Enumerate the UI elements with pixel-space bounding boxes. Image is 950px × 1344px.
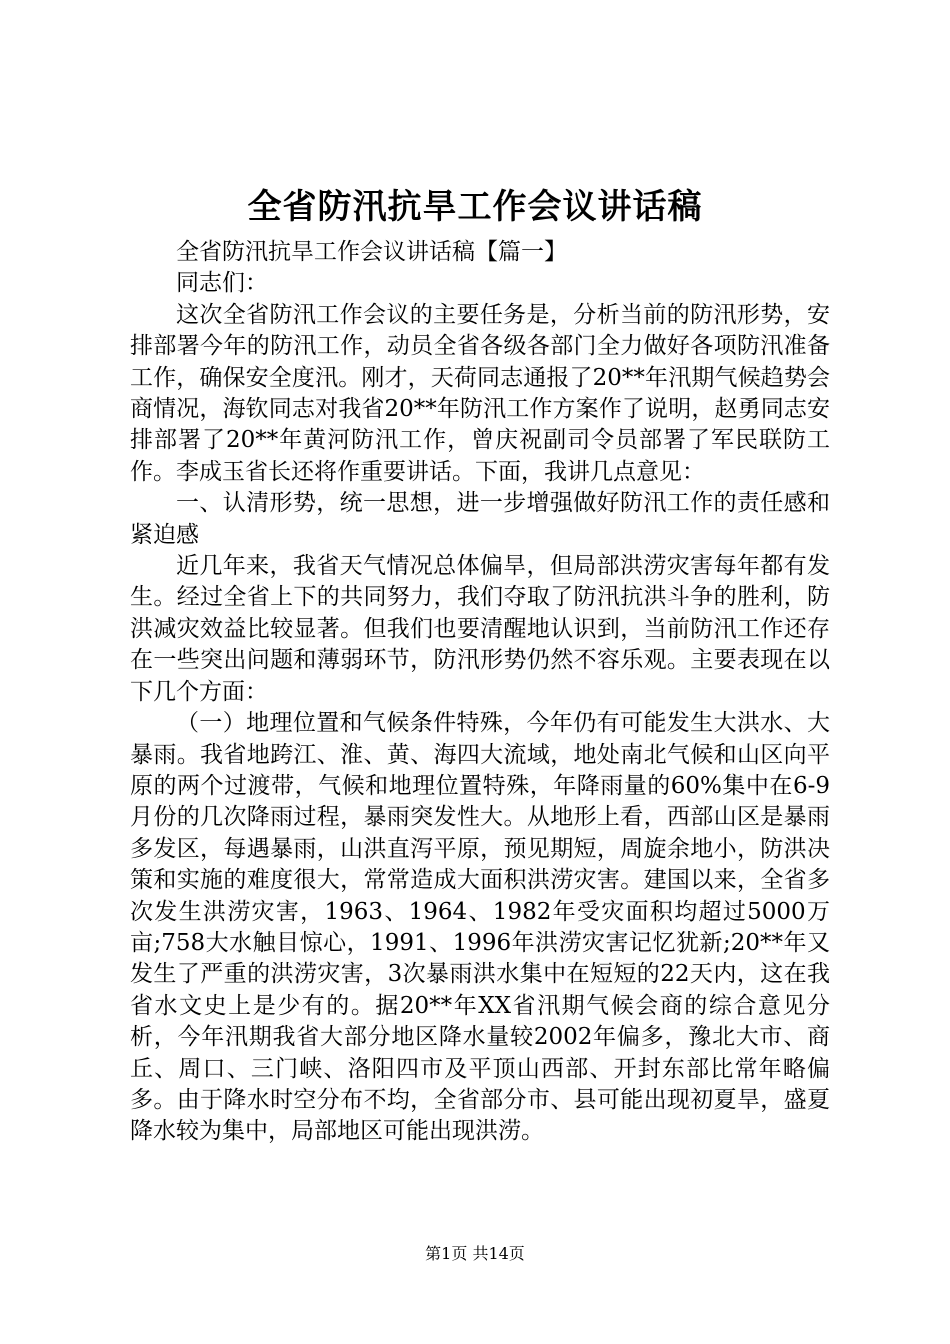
- section-heading: 全省防汛抗旱工作会议讲话稿【篇一】: [176, 239, 567, 265]
- salutation: 同志们：: [176, 270, 268, 297]
- paragraph: 这次全省防汛工作会议的主要任务是，分析当前的防汛形势，安排部署今年的防汛工作，动员全省各级各部门全力做好各项防汛准备工作，确保安全度汛。刚才，天荷同志通报了20**年汛期气候趋势会商情况，海钦同志对我省20**年防汛工作方案作了说明，赵勇同志安排部署了20**年黄河防汛工作，曾庆祝副司令员部署了军民联防工作。李成玉省长还将作重要讲话。下面，我讲几点意见：: [130, 301, 830, 485]
- subheading: 一、认清形势，统一思想，进一步增强做好防汛工作的责任感和紧迫感: [130, 490, 830, 548]
- page-footer: 第1页 共14页: [425, 1244, 525, 1263]
- document-body: [130, 237, 830, 1148]
- paragraph: （一）地理位置和气候条件特殊，今年仍有可能发生大洪水、大暴雨。我省地跨江、淮、黄、海四大流域，地处南北气候和山区向平原的两个过渡带，气候和地理位置特殊，年降雨量的60%集中在6-9月份的几次降雨过程，暴雨突发性大。从地形上看，西部山区是暴雨多发区，每遇暴雨，山洪直泻平原，预见期短，周旋余地小，防洪决策和实施的难度很大，常常造成大面积洪涝灾害。建国以来，全省多次发生洪涝灾害，1963、1964、1982年受灾面积均超过5000万亩;758大水触目惊心，1991、1996年洪涝灾害记忆犹新;20**年又发生了严重的洪涝灾害，3次暴雨洪水集中在短短的22天内，这在我省水文史上是少有的。据20**年XX省汛期气候会商的综合意见分析，今年汛期我省大部分地区降水量较2002年偏多，豫北大市、商丘、周口、三门峡、洛阳四市及平顶山西部、开封东部比常年略偏多。由于降水时空分布不均，全省部分市、县可能出现初夏旱，盛夏降水较为集中，局部地区可能出现洪涝。: [130, 710, 830, 1145]
- paragraph: 近几年来，我省天气情况总体偏旱，但局部洪涝灾害每年都有发生。经过全省上下的共同努力，我们夺取了防汛抗洪斗争的胜利，防洪减灾效益比较显著。但我们也要清醒地认识到，当前防汛工作还存在一些突出问题和薄弱环节，防汛形势仍然不容乐观。主要表现在以下几个方面：: [130, 553, 830, 705]
- document-title: 全省防汛抗旱工作会议讲话稿: [247, 187, 703, 227]
